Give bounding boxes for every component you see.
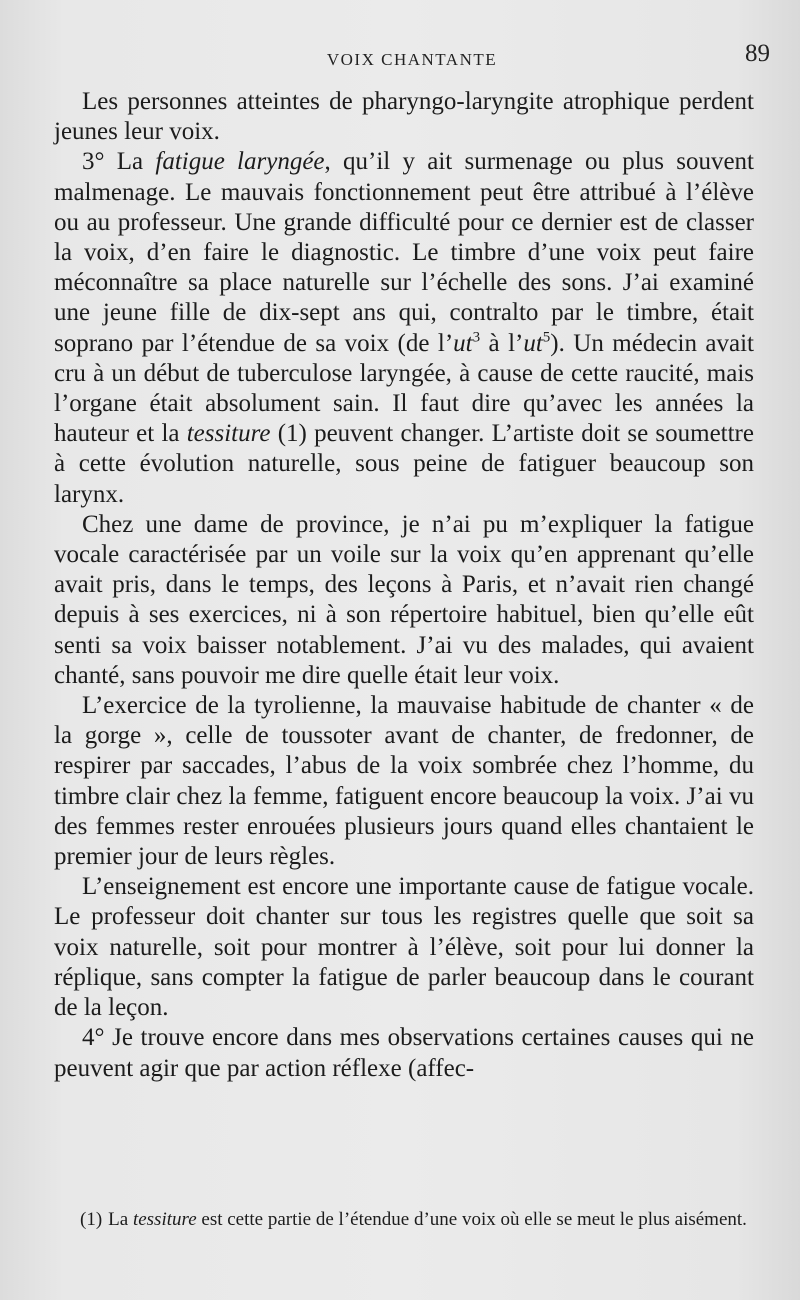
paragraph-6: 4° Je trouve encore dans mes observations certaines causes qui ne peuvent agir que par action réflexe (affec- <box>54 1024 754 1082</box>
paragraph-2-text-d: (1) peuvent changer. L’artiste doit se soumettre à cette évolution naturelle, sous peine de fatiguer beaucoup son larynx. <box>54 420 754 508</box>
note-ut-3: ut <box>453 329 473 357</box>
running-title: VOIX CHANTANTE <box>326 50 498 69</box>
page-header <box>54 40 770 76</box>
paragraph-2-lead: 3° La <box>82 148 156 176</box>
footnote-term: tessiture <box>132 1209 197 1230</box>
footnote <box>54 1208 754 1231</box>
paragraph-5: L’enseignement est encore une importante cause de fatigue vocale. Le professeur doit chanter sur tous les registres quelle que soit sa voix naturelle, soit pour montrer à l’élève, soit pour lui donner la réplique, sans compter la fatigue de parler beaucoup dans le courant de la leçon. <box>54 873 754 1022</box>
paragraph-2-text-c: ). Un médecin avait cru à un début de tuberculose laryngée, à cause de cette raucité, mais l’organe était absolument sain. Il faut dire qu’avec les années la hauteur et la <box>54 329 754 448</box>
main-text <box>54 87 754 1084</box>
footnote-marker: (1) <box>80 1209 103 1230</box>
paragraph-2-text-a: , qu’il y ait surmenage ou plus souvent malmenage. Le mauvais fonctionnement peut être attribué à l’élève ou au professeur. Une grande difficulté pour ce dernier est de classer la voix, d’en faire le diagnostic. Le timbre d’une voix peut faire méconnaître sa place naturelle sur l’échelle des sons. J’ai examiné une jeune fille de dix-sept ans qui, contralto par le timbre, était soprano par l’étendue de sa voix (de l’ <box>54 148 754 357</box>
footnote-text: est cette partie de l’étendue d’une voix où elle se meut le plus aisément. <box>196 1209 747 1230</box>
footnote-lead: La <box>108 1209 133 1230</box>
superscript-5: 5 <box>542 329 551 346</box>
term-tessiture: tessiture <box>186 420 271 448</box>
paragraph-2 <box>54 147 754 509</box>
paragraph-1: Les personnes atteintes de pharyngo-laryngite atrophique perdent jeunes leur voix. <box>54 88 754 146</box>
note-ut-5: ut <box>523 329 543 357</box>
paragraph-4: L’exercice de la tyrolienne, la mauvaise habitude de chanter « de la gorge », celle de toussoter avant de chanter, de fredonner, de respirer par saccades, l’abus de la voix sombrée chez l’homme, du timbre clair chez la femme, fatiguent encore beaucoup la voix. J’ai vu des femmes rester enrouées plusieurs jours quand elles chantaient le premier jour de leurs règles. <box>54 692 754 871</box>
term-fatigue-laryngee: fatigue laryngée <box>155 148 325 176</box>
paragraph-3: Chez une dame de province, je n’ai pu m’expliquer la fatigue vocale caractérisée par un voile sur la voix qu’en apprenant qu’elle avait pris, dans le temps, des leçons à Paris, et n’avait rien changé depuis à ses exercices, ni à son répertoire habituel, bien qu’elle eût senti sa voix baisser notablement. J’ai vu des malades, qui avaient chanté, sans pouvoir me dire quelle était leur voix. <box>54 510 754 689</box>
page-number: 89 <box>745 40 770 67</box>
paragraph-2-text-b: à l’ <box>480 329 524 357</box>
superscript-3: 3 <box>472 329 481 346</box>
